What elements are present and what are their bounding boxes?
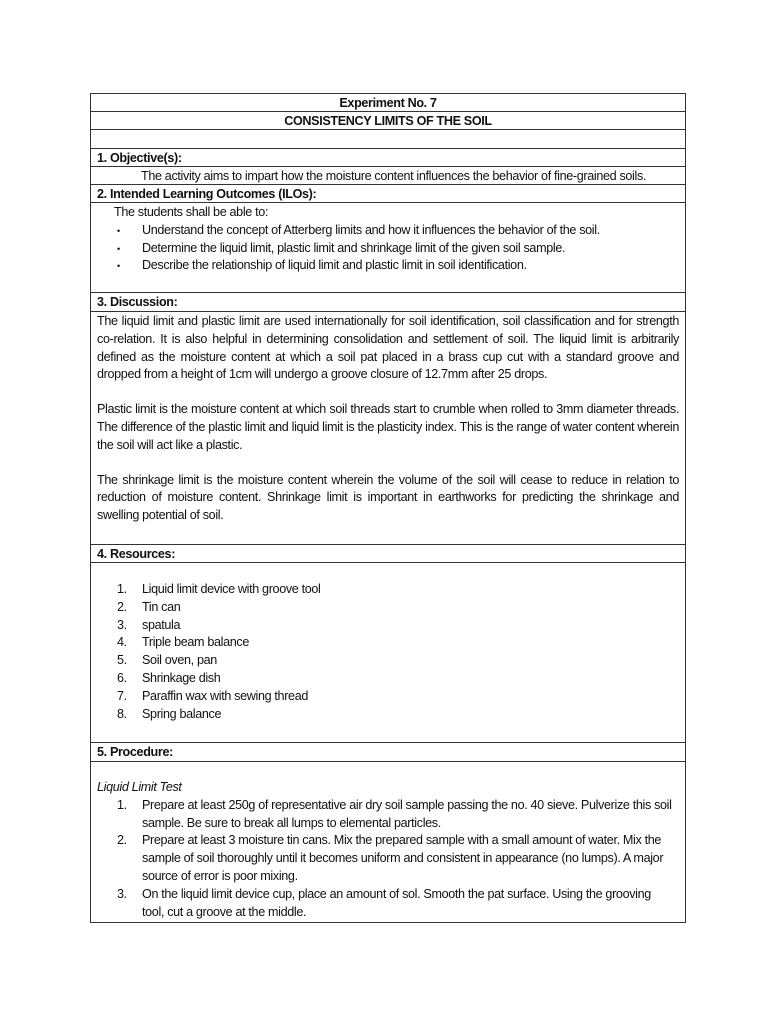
resource-item: 1. Liquid limit device with groove tool <box>117 582 321 596</box>
resource-item: 5. Soil oven, pan <box>117 653 217 668</box>
discussion-heading: 3. Discussion: <box>90 293 686 312</box>
spacer-row <box>90 130 686 149</box>
ilo-item: • Understand the concept of Atterberg limits and how it influences the behavior of the soil. <box>115 222 685 240</box>
resources-list <box>91 581 685 723</box>
experiment-number: Experiment No. 7 <box>90 93 686 112</box>
procedure-heading: 5. Procedure: <box>90 743 686 762</box>
resource-item: 6. Shrinkage dish <box>117 670 221 685</box>
resource-item: 7. Paraffin wax with sewing thread <box>117 688 309 703</box>
objectives-heading: 1. Objective(s): <box>90 149 686 167</box>
discussion-paragraph: The shrinkage limit is the moisture content wherein the volume of the soil will cease to reduce in relation to reduction of moisture content. Shrinkage limit is important in earthworks for predicting the shrinkage and swelling potential of soil. <box>97 472 679 523</box>
ilos-section <box>90 203 686 293</box>
procedure-subheading: Liquid Limit Test <box>97 780 182 794</box>
experiment-table <box>90 93 686 923</box>
resource-item: 3. spatula <box>117 617 181 632</box>
procedure-step: 1. Prepare at least 250g of representative air dry soil sample passing the no. 40 sieve. Pulverize this soil sample. Be sure to break all lumps to elemental particles. <box>117 797 672 830</box>
discussion-section <box>90 312 686 545</box>
resource-item: 2. Tin can <box>117 599 181 614</box>
ilo-item: • Describe the relationship of liquid limit and plastic limit in soil identification. <box>115 257 685 275</box>
procedure-section <box>90 762 686 923</box>
ilos-list <box>91 222 685 275</box>
procedure-step: 3. On the liquid limit device cup, place an amount of sol. Smooth the pat surface. Using the grooving tool, cut a groove at the middle. <box>117 886 651 919</box>
ilos-heading: 2. Intended Learning Outcomes (ILOs): <box>90 185 686 203</box>
resources-section <box>90 563 686 743</box>
discussion-paragraph: Plastic limit is the moisture content at which soil threads start to crumble when rolled to 3mm diameter threads. The difference of the plastic limit and liquid limit is the plasticity index. This is the range of water content wherein the soil will act like a plastic. <box>97 402 679 452</box>
resource-item: 8. Spring balance <box>117 706 222 721</box>
experiment-title: CONSISTENCY LIMITS OF THE SOIL <box>90 112 686 130</box>
ilo-item: • Determine the liquid limit, plastic limit and shrinkage limit of the given soil sample. <box>115 240 685 258</box>
procedure-steps <box>91 797 673 922</box>
objectives-text: The activity aims to impart how the moisture content influences the behavior of fine-grained soils. <box>90 167 686 185</box>
resource-item: 4. Triple beam balance <box>117 635 249 650</box>
resources-heading: 4. Resources: <box>90 545 686 563</box>
ilos-intro: The students shall be able to: <box>114 205 269 219</box>
discussion-paragraph: The liquid limit and plastic limit are used internationally for soil identification, soil classification and for strength co-relation. It is also helpful in determining consolidation and settlement of soil. The liquid limit is arbitrarily defined as the moisture content at which a soil pat placed in a brass cup cut with a standard groove and dropped from a height of 1cm will undergo a groove closure of 12.7mm after 25 drops. <box>97 314 679 382</box>
procedure-step: 2. Prepare at least 3 moisture tin cans. Mix the prepared sample with a small amount of water. Mix the sample of soil thoroughly until it becomes uniform and consistent in appearance (no lumps). A major source of error is poor mixing. <box>117 833 664 883</box>
